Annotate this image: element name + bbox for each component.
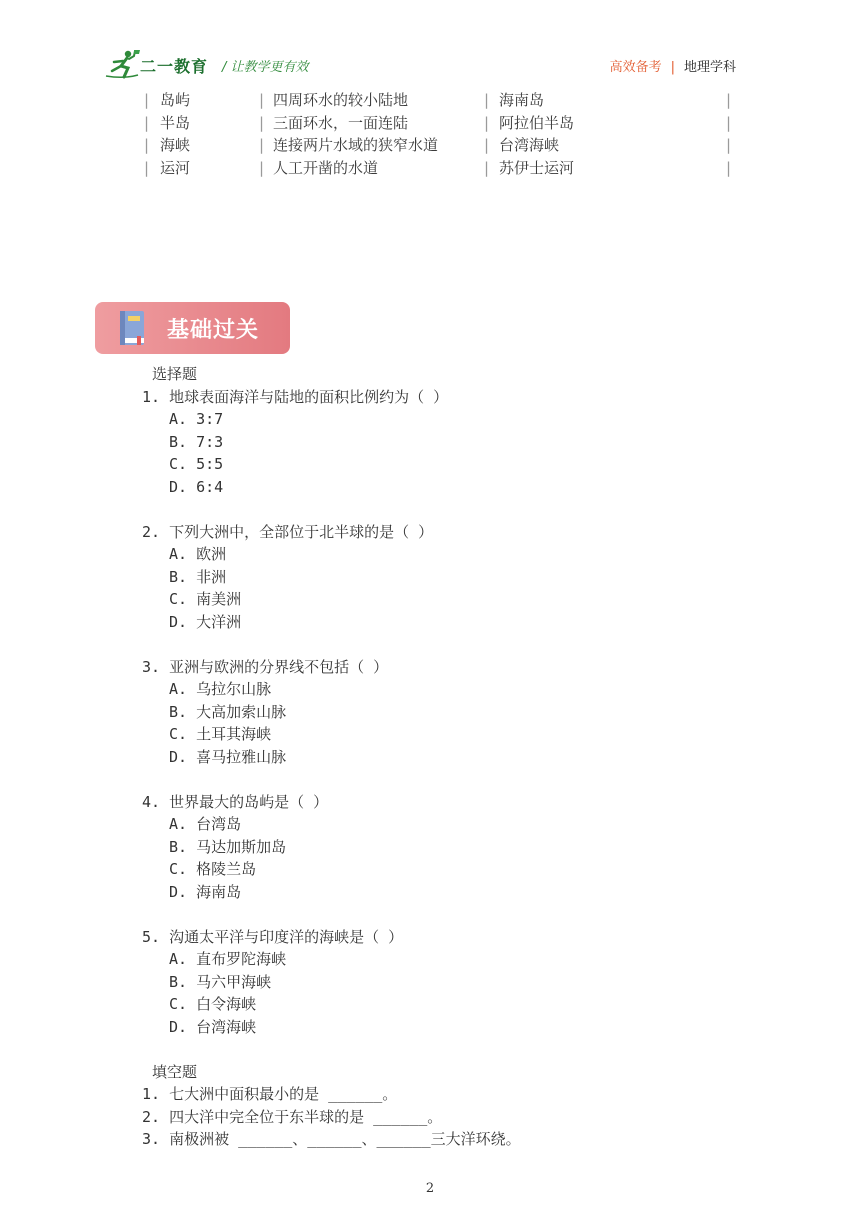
answer-option: D. 大洋洲: [169, 612, 242, 631]
answer-option: A. 乌拉尔山脉: [169, 680, 272, 698]
answer-option: A. 3:7: [169, 410, 224, 428]
table-row: | 岛屿 | 四周环水的较小陆地 | 海南岛 |: [142, 89, 734, 112]
answer-option: B. 马六甲海峡: [169, 972, 272, 991]
brand-slogan: / 让教学更有效: [222, 60, 309, 75]
exam-label: 高效备考: [609, 60, 662, 75]
brand-name: 二一教育: [140, 57, 209, 76]
header-separator: |: [670, 60, 675, 75]
answer-option: D. 喜马拉雅山脉: [169, 747, 287, 766]
answer-option: B. 非洲: [169, 567, 227, 586]
question-stem: 3. 亚洲与欧洲的分界线不包括（ ）: [142, 657, 389, 676]
terms-table: [142, 89, 734, 179]
header-right: [610, 56, 736, 75]
term-cell: 岛屿: [160, 91, 191, 109]
question-stem: 5. 沟通太平洋与印度洋的海峡是（ ）: [142, 927, 404, 946]
answer-option: D. 6:4: [169, 477, 224, 496]
book-icon: [119, 310, 145, 346]
answer-option: C. 5:5: [169, 455, 224, 473]
example-cell: 阿拉伯半岛: [499, 113, 575, 132]
fill-blank-item: 3. 南极洲被 ______、______、______三大洋环绕。: [142, 1130, 521, 1148]
term-cell: 运河: [160, 158, 191, 177]
answer-option: A. 台湾岛: [169, 815, 242, 833]
answer-option: A. 欧洲: [169, 545, 227, 563]
answer-option: B. 大高加索山脉: [169, 702, 287, 721]
question-stem: 4. 世界最大的岛屿是（ ）: [142, 792, 329, 811]
term-cell: 海峡: [160, 136, 191, 154]
example-cell: 海南岛: [499, 91, 545, 109]
table-row: | 半岛 | 三面环水，一面连陆 | 阿拉伯半岛 |: [142, 112, 734, 135]
answer-option: C. 土耳其海峡: [169, 725, 272, 743]
table-row: | 海峡 | 连接两片水域的狭窄水道 | 台湾海峡 |: [142, 134, 734, 157]
page-header: [104, 46, 736, 82]
subject-label: 地理学科: [683, 60, 736, 75]
answer-option: B. 7:3: [169, 432, 224, 451]
example-cell: 苏伊士运河: [499, 158, 575, 177]
answer-option: C. 格陵兰岛: [169, 860, 257, 878]
answer-option: C. 白令海峡: [169, 995, 257, 1013]
section-banner: [95, 302, 290, 354]
definition-cell: 三面环水，一面连陆: [273, 113, 409, 132]
question-stem: 2. 下列大洲中，全部位于北半球的是（ ）: [142, 522, 434, 541]
question-stem: 1. 地球表面海洋与陆地的面积比例约为（ ）: [142, 387, 449, 406]
definition-cell: 人工开凿的水道: [273, 158, 379, 177]
example-cell: 台湾海峡: [499, 136, 560, 154]
term-cell: 半岛: [160, 113, 191, 132]
definition-cell: 连接两片水域的狭窄水道: [273, 136, 439, 154]
table-row: | 运河 | 人工开凿的水道 | 苏伊士运河 |: [142, 157, 734, 180]
fill-blank-item: 1. 七大洲中面积最小的是 ______。: [142, 1085, 398, 1103]
fill-blank-item: 2. 四大洋中完全位于东半球的是 ______。: [142, 1107, 443, 1126]
section-title: 基础过关: [167, 318, 260, 343]
page-number: 2: [425, 1181, 435, 1196]
answer-option: D. 海南岛: [169, 882, 242, 901]
answer-option: D. 台湾海峡: [169, 1017, 257, 1036]
exercise-content: [142, 363, 742, 1151]
choice-heading: 选择题: [152, 365, 198, 383]
answer-option: A. 直布罗陀海峡: [169, 950, 287, 968]
answer-option: C. 南美洲: [169, 590, 242, 608]
answer-option: B. 马达加斯加岛: [169, 837, 287, 856]
definition-cell: 四周环水的较小陆地: [273, 91, 409, 109]
fill-heading: 填空题: [152, 1062, 198, 1081]
